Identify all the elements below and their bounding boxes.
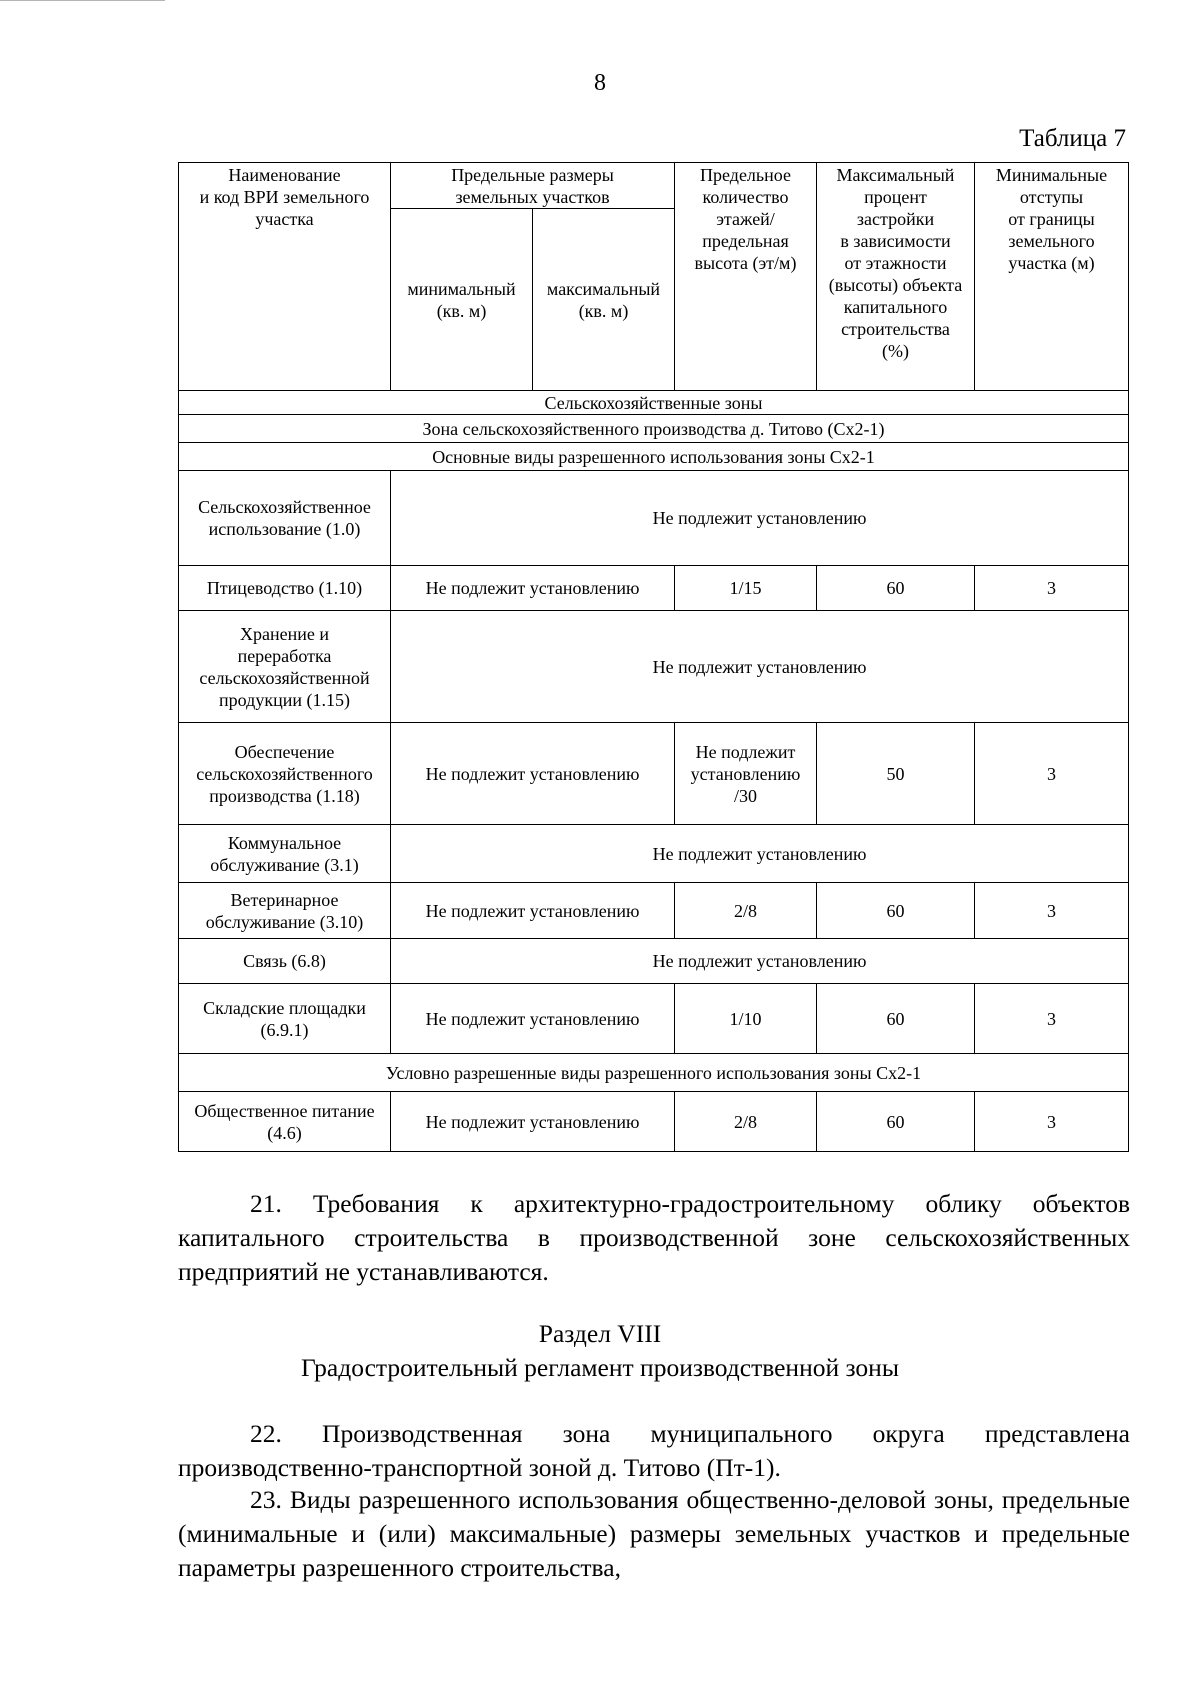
conditional-uses-title: Условно разрешенные виды разрешенного использования зоны Сх2-1 bbox=[179, 1054, 1129, 1092]
row-size: Не подлежит установлению bbox=[391, 883, 675, 939]
scan-edge-line bbox=[0, 0, 165, 1]
row-size: Не подлежит установлению bbox=[391, 723, 675, 825]
table-row bbox=[179, 723, 1129, 825]
row-setback: 3 bbox=[975, 883, 1129, 939]
row-setback: 3 bbox=[975, 723, 1129, 825]
row-percent: 60 bbox=[817, 1092, 975, 1152]
main-uses-title: Основные виды разрешенного использования зоны Сх2-1 bbox=[179, 443, 1129, 471]
table-caption: Таблица 7 bbox=[1019, 125, 1126, 152]
regulation-table bbox=[178, 162, 1129, 1152]
row-name: Обеспечение сельскохозяйственного производства (1.18) bbox=[179, 723, 391, 825]
section-zones: Сельскохозяйственные зоны bbox=[179, 391, 1129, 415]
row-size: Не подлежит установлению bbox=[391, 1092, 675, 1152]
page-number: 8 bbox=[594, 70, 606, 96]
row-merged-value: Не подлежит установлению bbox=[391, 611, 1129, 723]
row-merged-value: Не подлежит установлению bbox=[391, 471, 1129, 566]
row-name: Связь (6.8) bbox=[179, 939, 391, 984]
row-name: Складские площадки (6.9.1) bbox=[179, 984, 391, 1054]
header-percent: Максимальный процент застройки в зависимости от этажности (высоты) объекта капитального строительства (%) bbox=[817, 163, 975, 391]
table-row bbox=[179, 939, 1129, 984]
row-name: Коммунальное обслуживание (3.1) bbox=[179, 825, 391, 883]
row-floors: 2/8 bbox=[675, 883, 817, 939]
table-row bbox=[179, 883, 1129, 939]
section-subtitle: Градостроительный регламент производственной зоны bbox=[301, 1353, 899, 1382]
conditional-uses-row bbox=[179, 1054, 1129, 1092]
table-row bbox=[179, 825, 1129, 883]
row-merged-value: Не подлежит установлению bbox=[391, 939, 1129, 984]
header-name: Наименование и код ВРИ земельного участка bbox=[179, 163, 391, 391]
section-row bbox=[179, 391, 1129, 415]
table-row bbox=[179, 566, 1129, 611]
row-percent: 50 bbox=[817, 723, 975, 825]
row-name: Общественное питание (4.6) bbox=[179, 1092, 391, 1152]
header-floors: Предельное количество этажей/ предельная высота (эт/м) bbox=[675, 163, 817, 391]
zone-row bbox=[179, 415, 1129, 443]
section-title: Раздел VIII bbox=[538, 1319, 662, 1348]
row-floors: 1/10 bbox=[675, 984, 817, 1054]
row-percent: 60 bbox=[817, 566, 975, 611]
row-floors: 2/8 bbox=[675, 1092, 817, 1152]
table-row bbox=[179, 471, 1129, 566]
table-header-row bbox=[179, 163, 1129, 209]
row-name: Ветеринарное обслуживание (3.10) bbox=[179, 883, 391, 939]
paragraph-21: 21. Требования к архитектурно-градостроительному облику объектов капитального строительства в производственной зоне сельскохозяйственных предприятий не устанавливаются. bbox=[178, 1189, 1130, 1286]
row-floors: Не подлежит установлению /30 bbox=[675, 723, 817, 825]
row-size: Не подлежит установлению bbox=[391, 566, 675, 611]
row-percent: 60 bbox=[817, 883, 975, 939]
main-uses-row bbox=[179, 443, 1129, 471]
header-max: максимальный (кв. м) bbox=[533, 209, 675, 391]
row-setback: 3 bbox=[975, 1092, 1129, 1152]
table-row bbox=[179, 611, 1129, 723]
row-percent: 60 bbox=[817, 984, 975, 1054]
table-row bbox=[179, 984, 1129, 1054]
header-size-limits: Предельные размеры земельных участков bbox=[391, 163, 675, 209]
paragraph-23: 23. Виды разрешенного использования общественно-деловой зоны, предельные (минимальные и (или) максимальные) размеры земельных участков и предельные параметры разрешенного строительства, bbox=[178, 1485, 1130, 1582]
row-floors: 1/15 bbox=[675, 566, 817, 611]
row-merged-value: Не подлежит установлению bbox=[391, 825, 1129, 883]
row-size: Не подлежит установлению bbox=[391, 984, 675, 1054]
table-row bbox=[179, 1092, 1129, 1152]
header-min: минимальный (кв. м) bbox=[391, 209, 533, 391]
row-name: Хранение и переработка сельскохозяйственной продукции (1.15) bbox=[179, 611, 391, 723]
zone-title: Зона сельскохозяйственного производства д. Титово (Сх2-1) bbox=[179, 415, 1129, 443]
row-setback: 3 bbox=[975, 566, 1129, 611]
row-name: Птицеводство (1.10) bbox=[179, 566, 391, 611]
header-setback: Минимальные отступы от границы земельного участка (м) bbox=[975, 163, 1129, 391]
row-setback: 3 bbox=[975, 984, 1129, 1054]
row-name: Сельскохозяйственное использование (1.0) bbox=[179, 471, 391, 566]
paragraph-22: 22. Производственная зона муниципального округа представлена производственно-транспортной зоной д. Титово (Пт-1). bbox=[178, 1419, 1130, 1482]
